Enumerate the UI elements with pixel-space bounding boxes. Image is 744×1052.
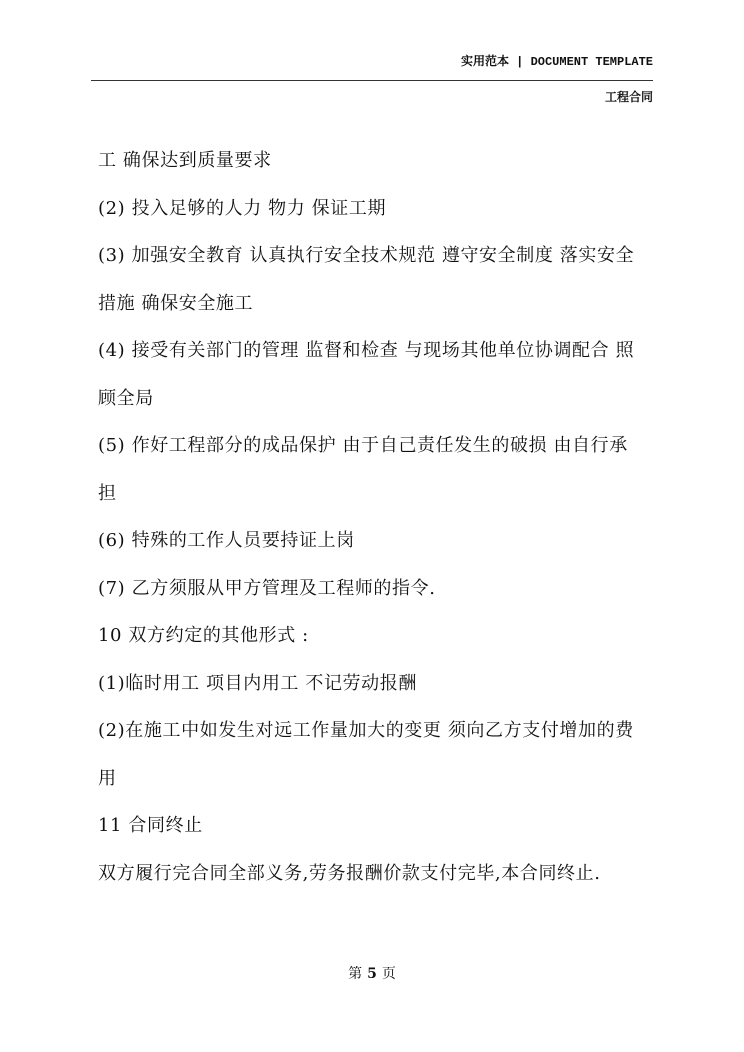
header-category-label: 工程合同: [604, 90, 653, 104]
body-line: 双方履行完合同全部义务,劳务报酬价款支付完毕,本合同终止.: [98, 862, 601, 884]
body-line: (1)临时用工 项目内用工 不记劳动报酬: [98, 672, 417, 694]
body-line: 措施 确保安全施工: [98, 292, 254, 314]
body-line: 11 合同终止: [98, 815, 203, 836]
body-line: (2) 投入足够的人力 物力 保证工期: [98, 197, 387, 219]
body-line: (3) 加强安全教育 认真执行安全技术规范 遵守安全制度 落实安全: [98, 245, 635, 266]
body-line: (5) 作好工程部分的成品保护 由于自己责任发生的破损 由自行承: [98, 435, 628, 456]
body-line: 10 双方约定的其他形式 :: [98, 625, 309, 646]
body-line: 顾全局: [98, 387, 154, 409]
body-line: 用: [98, 767, 117, 789]
body-line: 工 确保达到质量要求: [98, 150, 272, 171]
header-divider: [91, 80, 653, 81]
body-line: (6) 特殊的工作人员要持证上岗: [98, 530, 355, 551]
body-line: 担: [98, 482, 117, 504]
footer-suffix: 页: [381, 966, 396, 982]
body-line: (2)在施工中如发生对远工作量加大的变更 须向乙方支付增加的费: [98, 720, 634, 741]
footer-prefix: 第: [348, 966, 363, 982]
page-footer: [0, 963, 744, 983]
body-line: (7) 乙方须服从甲方管理及工程师的指令.: [98, 577, 436, 599]
document-body: [98, 137, 658, 897]
header-document-template-label: 实用范本 | DOCUMENT TEMPLATE: [460, 55, 653, 69]
page-number: 5: [367, 966, 377, 982]
body-line: (4) 接受有关部门的管理 监督和检查 与现场其他单位协调配合 照: [98, 340, 635, 361]
